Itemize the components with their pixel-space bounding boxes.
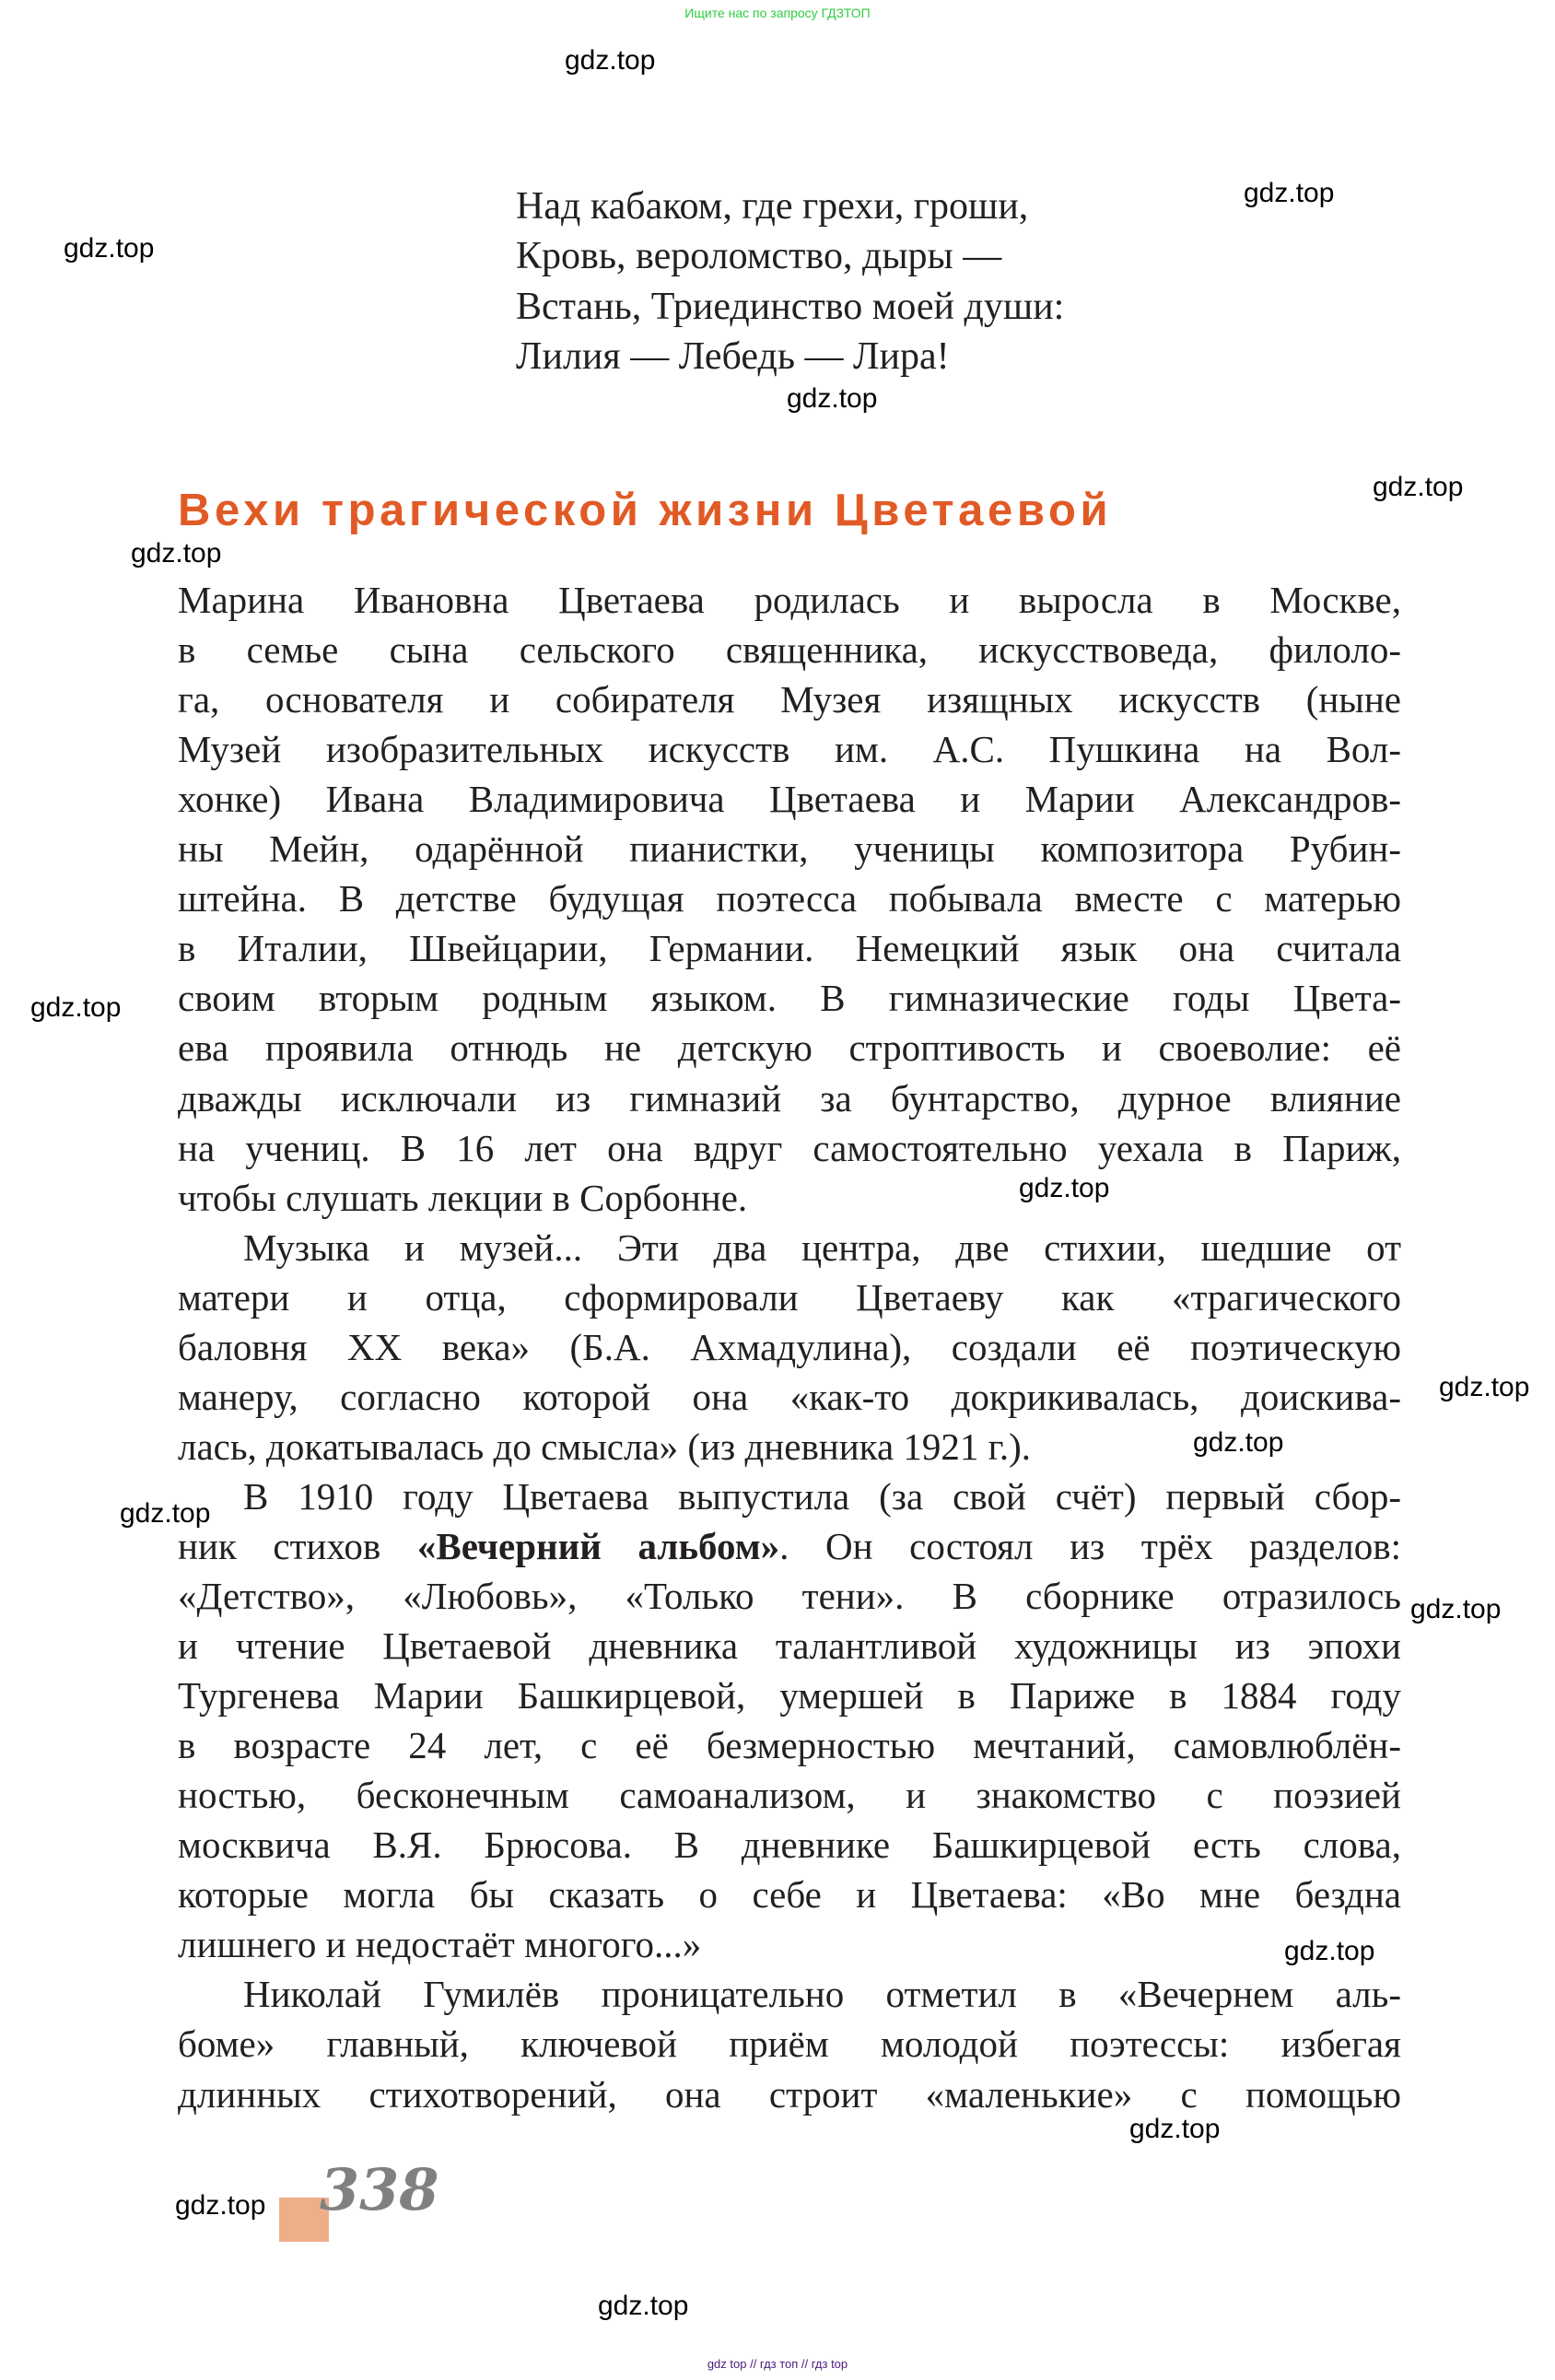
page-number: 338	[320, 2156, 439, 2223]
body-line: матери и отца, сформировали Цветаеву как «трагического	[178, 1275, 1401, 1319]
body-line: в семье сына сельского священника, искусствоведа, филоло-	[178, 628, 1401, 672]
poem-line: Над кабаком, где грехи, гроши,	[516, 185, 1029, 228]
watermark: gdz.top	[1019, 1173, 1110, 1203]
body-line: В 1910 году Цветаева выпустила (за свой счёт) первый сбор-	[243, 1474, 1401, 1518]
watermark: gdz.top	[1193, 1427, 1284, 1458]
watermark: gdz.top	[1439, 1372, 1530, 1402]
watermark: gdz.top	[598, 2291, 689, 2321]
header-notice: Ищите нас по запросу ГДЗТОП	[684, 6, 871, 20]
body-line: на учениц. В 16 лет она вдруг самостоятельно уехала в Париж,	[178, 1126, 1401, 1169]
watermark: gdz.top	[64, 233, 155, 264]
body-line: манеру, согласно которой она «как-то докрикивалась, доискива-	[178, 1375, 1401, 1418]
body-line: дважды исключали из гимназий за бунтарство, дурное влияние	[178, 1076, 1401, 1120]
body-text-segment: . Он состоял из трёх разделов:	[779, 1524, 1401, 1567]
body-line	[178, 1521, 1401, 1571]
footer-notice: gdz top // гдз топ // гдз top	[707, 2357, 848, 2371]
body-line: Музей изобразительных искусств им. А.С. Пушкина на Вол-	[178, 728, 1401, 771]
body-line: чтобы слушать лекции в Сорбонне.	[178, 1176, 748, 1219]
body-line: москвича В.Я. Брюсова. В дневнике Башкирцевой есть слова,	[178, 1823, 1401, 1867]
body-line: Марина Ивановна Цветаева родилась и выросла в Москве,	[178, 579, 1401, 621]
watermark: gdz.top	[1284, 1936, 1375, 1966]
body-line: хонке) Ивана Владимировича Цветаева и Марии Александров-	[178, 778, 1401, 821]
watermark: gdz.top	[131, 538, 222, 569]
watermark: gdz.top	[120, 1498, 211, 1529]
poem-line: Лилия — Лебедь — Лира!	[516, 335, 950, 378]
watermark: gdz.top	[1129, 2114, 1221, 2144]
watermark: gdz.top	[1244, 178, 1335, 208]
body-line: Тургенева Марии Башкирцевой, умершей в Париже в 1884 году	[178, 1674, 1401, 1718]
watermark: gdz.top	[30, 992, 122, 1023]
watermark: gdz.top	[1373, 472, 1464, 502]
body-line: которые могла бы сказать о себе и Цветаева: «Во мне бездна	[178, 1873, 1401, 1917]
body-line: лишнего и недостаёт многого...»	[178, 1923, 702, 1966]
body-line: Музыка и музей... Эти два центра, две стихии, шедшие от	[243, 1225, 1401, 1269]
watermark: gdz.top	[1410, 1594, 1502, 1624]
body-line: Николай Гумилёв проницательно отметил в «Вечернем аль-	[243, 1973, 1401, 2016]
watermark: gdz.top	[565, 45, 656, 76]
body-text-segment: ник стихов	[178, 1524, 417, 1567]
body-line: ны Мейн, одарённой пианистки, ученицы композитора Рубин-	[178, 827, 1401, 871]
poem-line: Кровь, вероломство, дыры —	[516, 235, 1002, 277]
body-line: ностью, бесконечным самоанализом, и знакомство с поэзией	[178, 1774, 1401, 1817]
poem-line: Встань, Триединство моей души:	[516, 286, 1065, 328]
body-line: боме» главный, ключевой приём молодой поэтессы: избегая	[178, 2022, 1401, 2066]
body-line: длинных стихотворений, она строит «маленькие» с помощью	[178, 2072, 1401, 2116]
body-line: в возрасте 24 лет, с её безмерностью мечтаний, самовлюблён-	[178, 1724, 1401, 1767]
body-line: лась, докатывалась до смысла» (из дневника 1921 г.).	[178, 1424, 1032, 1468]
body-line: баловня XX века» (Б.А. Ахмадулина), создали её поэтическую	[178, 1325, 1401, 1368]
body-line: в Италии, Швейцарии, Германии. Немецкий язык она считала	[178, 927, 1401, 970]
section-title: Вехи трагической жизни Цветаевой	[178, 486, 1113, 535]
watermark: gdz.top	[787, 383, 878, 414]
body-line: своим вторым родным языком. В гимназические годы Цвета-	[178, 977, 1401, 1020]
watermark: gdz.top	[175, 2190, 266, 2221]
body-line: ева проявила отнюдь не детскую строптивость и своеволие: её	[178, 1026, 1401, 1070]
body-line: и чтение Цветаевой дневника талантливой художницы из эпохи	[178, 1624, 1401, 1668]
book-title: «Вечерний альбом»	[416, 1524, 780, 1567]
body-line: га, основателя и собирателя Музея изящных искусств (ныне	[178, 678, 1401, 721]
body-line: штейна. В детстве будущая поэтесса побывала вместе с матерью	[178, 877, 1401, 920]
body-line: «Детство», «Любовь», «Только тени». В сборнике отразилось	[178, 1575, 1401, 1617]
